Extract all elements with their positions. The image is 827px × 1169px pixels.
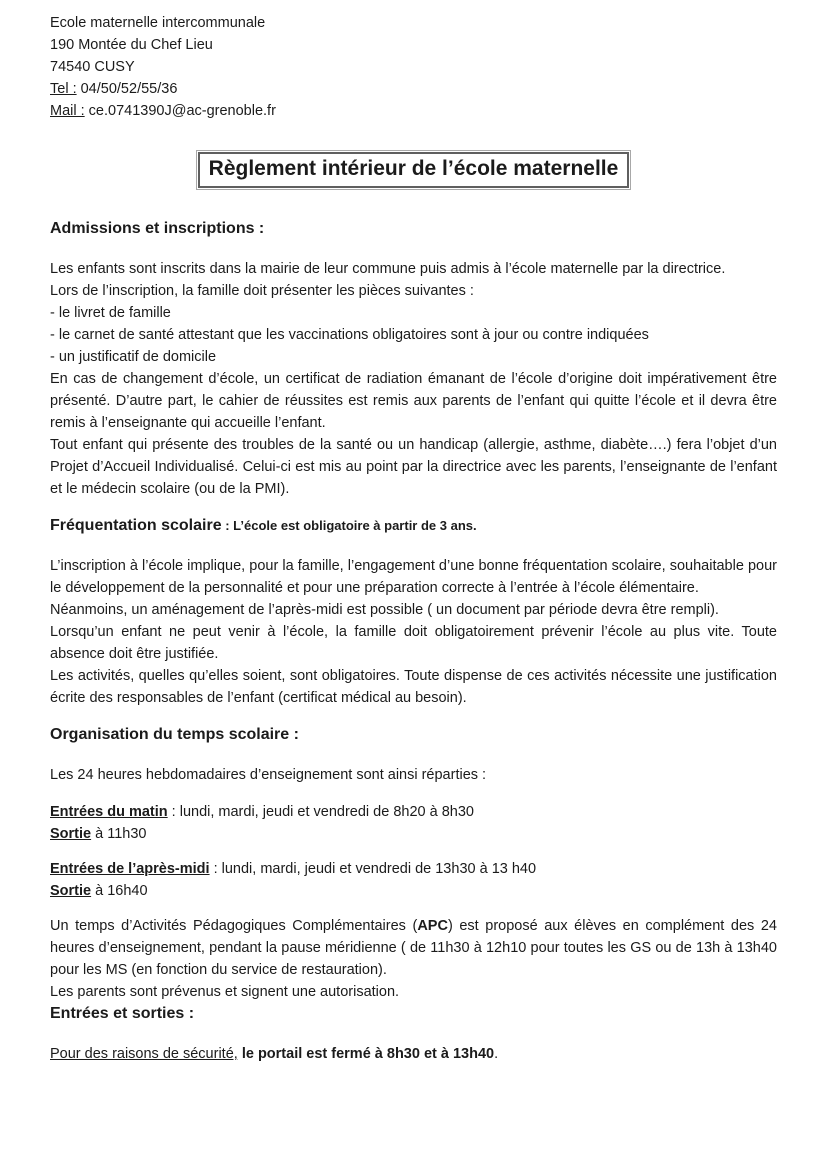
security-underlined-text: Pour des raisons de sécurité, — [50, 1046, 238, 1062]
morning-entry-text: : lundi, mardi, jeudi et vendredi de 8h20 à 8h30 — [167, 804, 474, 820]
section-heading-admissions: Admissions et inscriptions : — [50, 220, 265, 237]
frequentation-heading-main: Fréquentation scolaire — [50, 517, 222, 534]
morning-exit-label: Sortie — [50, 826, 92, 842]
apc-text-before: Un temps d’Activités Pédagogiques Complémentaires ( — [50, 918, 418, 934]
section-heading-entrees-sorties: Entrées et sorties : — [50, 1005, 195, 1022]
frequentation-p1: L’inscription à l’école implique, pour la famille, l’engagement d’une bonne fréquentation scolaire, souhaitable pour le développement de la personnalité et pour une préparation correcte à l’entrée à l’école élémentaire. — [50, 558, 777, 596]
admissions-pai: Tout enfant qui présente des troubles de la santé ou un handicap (allergie, asthme, diabète….) fera l’objet d’un Projet d’Accueil Individualisé. Celui-ci est mis au point par la directrice avec les parents, l’enseignante de l’enfant et le médecin scolaire (ou de la PMI). — [50, 437, 777, 497]
morning-exit-line — [50, 823, 777, 845]
tel-label: Tel : — [50, 81, 77, 97]
afternoon-entry-text: : lundi, mardi, jeudi et vendredi de 13h30 à 13 h40 — [209, 861, 537, 877]
apc-acronym: APC — [417, 918, 448, 934]
document-title: Règlement intérieur de l’école maternelle — [208, 157, 619, 180]
admissions-pieces: Lors de l’inscription, la famille doit présenter les pièces suivantes : — [50, 283, 474, 299]
apc-paragraph — [50, 915, 777, 981]
admissions-item-carnet: - le carnet de santé attestant que les vaccinations obligatoires sont à jour ou contre indiquées — [50, 327, 649, 343]
security-bold-text: le portail est fermé à 8h30 et à 13h40 — [237, 1046, 495, 1062]
morning-entry-line — [50, 801, 777, 823]
parents-notice: Les parents sont prévenus et signent une autorisation. — [50, 984, 400, 1000]
security-period: . — [494, 1046, 499, 1062]
afternoon-exit-line — [50, 880, 777, 902]
admissions-intro: Les enfants sont inscrits dans la mairie de leur commune puis admis à l’école maternelle par la directrice. — [50, 261, 726, 277]
document-title-inner-border — [198, 152, 630, 188]
admissions-changement: En cas de changement d’école, un certificat de radiation émanant de l’école d’origine doit impérativement être présenté. D’autre part, le cahier de réussites est remis aux parents de l’enfant qui quitte l’école et il devra être remis à l’enseignante qui accueille l’enfant. — [50, 371, 777, 431]
tel-value: 04/50/52/55/36 — [76, 81, 178, 97]
school-mail-line — [50, 100, 777, 122]
security-line — [50, 1043, 777, 1065]
frequentation-heading-sub: : L’école est obligatoire à partir de 3 ans. — [221, 518, 477, 533]
admissions-item-livret: - le livret de famille — [50, 305, 171, 321]
frequentation-p2: Néanmoins, un aménagement de l’après-midi est possible ( un document par période devra être rempli). — [50, 602, 719, 618]
afternoon-exit-text: à 16h40 — [91, 883, 148, 899]
apc-text-after: ) est proposé aux élèves en complément des 24 heures d’enseignement, pendant la pause méridienne ( de 11h30 à 12h10 pour toutes les GS ou de 13h à 13h40 pour les MS (en fonction du service de restauration). — [50, 918, 777, 978]
frequentation-p4: Les activités, quelles qu’elles soient, sont obligatoires. Toute dispense de ces activités nécessite une justification écrite des responsables de l’enfant (certificat médical au besoin). — [50, 668, 777, 706]
school-tel-line — [50, 78, 777, 100]
frequentation-p3: Lorsqu’un enfant ne peut venir à l’école, la famille doit obligatoirement prévenir l’école au plus vite. Toute absence doit être justifiée. — [50, 624, 777, 662]
mail-label: Mail : — [50, 103, 85, 119]
mail-value: ce.0741390J@ac-grenoble.fr — [84, 103, 276, 119]
school-address: 190 Montée du Chef Lieu — [50, 37, 213, 53]
school-name: Ecole maternelle intercommunale — [50, 15, 266, 31]
school-city: 74540 CUSY — [50, 59, 135, 75]
afternoon-exit-label: Sortie — [50, 883, 92, 899]
section-heading-organisation: Organisation du temps scolaire : — [50, 726, 299, 743]
admissions-item-justificatif: - un justificatif de domicile — [50, 349, 217, 365]
document-title-box — [196, 150, 632, 190]
morning-exit-text: à 11h30 — [91, 826, 147, 842]
school-header — [50, 12, 777, 122]
morning-entry-label: Entrées du matin — [50, 804, 168, 820]
organisation-intro: Les 24 heures hebdomadaires d’enseignement sont ainsi réparties : — [50, 767, 487, 783]
section-heading-frequentation — [50, 515, 777, 537]
afternoon-entry-label: Entrées de l’après-midi — [50, 861, 210, 877]
afternoon-entry-line — [50, 858, 777, 880]
